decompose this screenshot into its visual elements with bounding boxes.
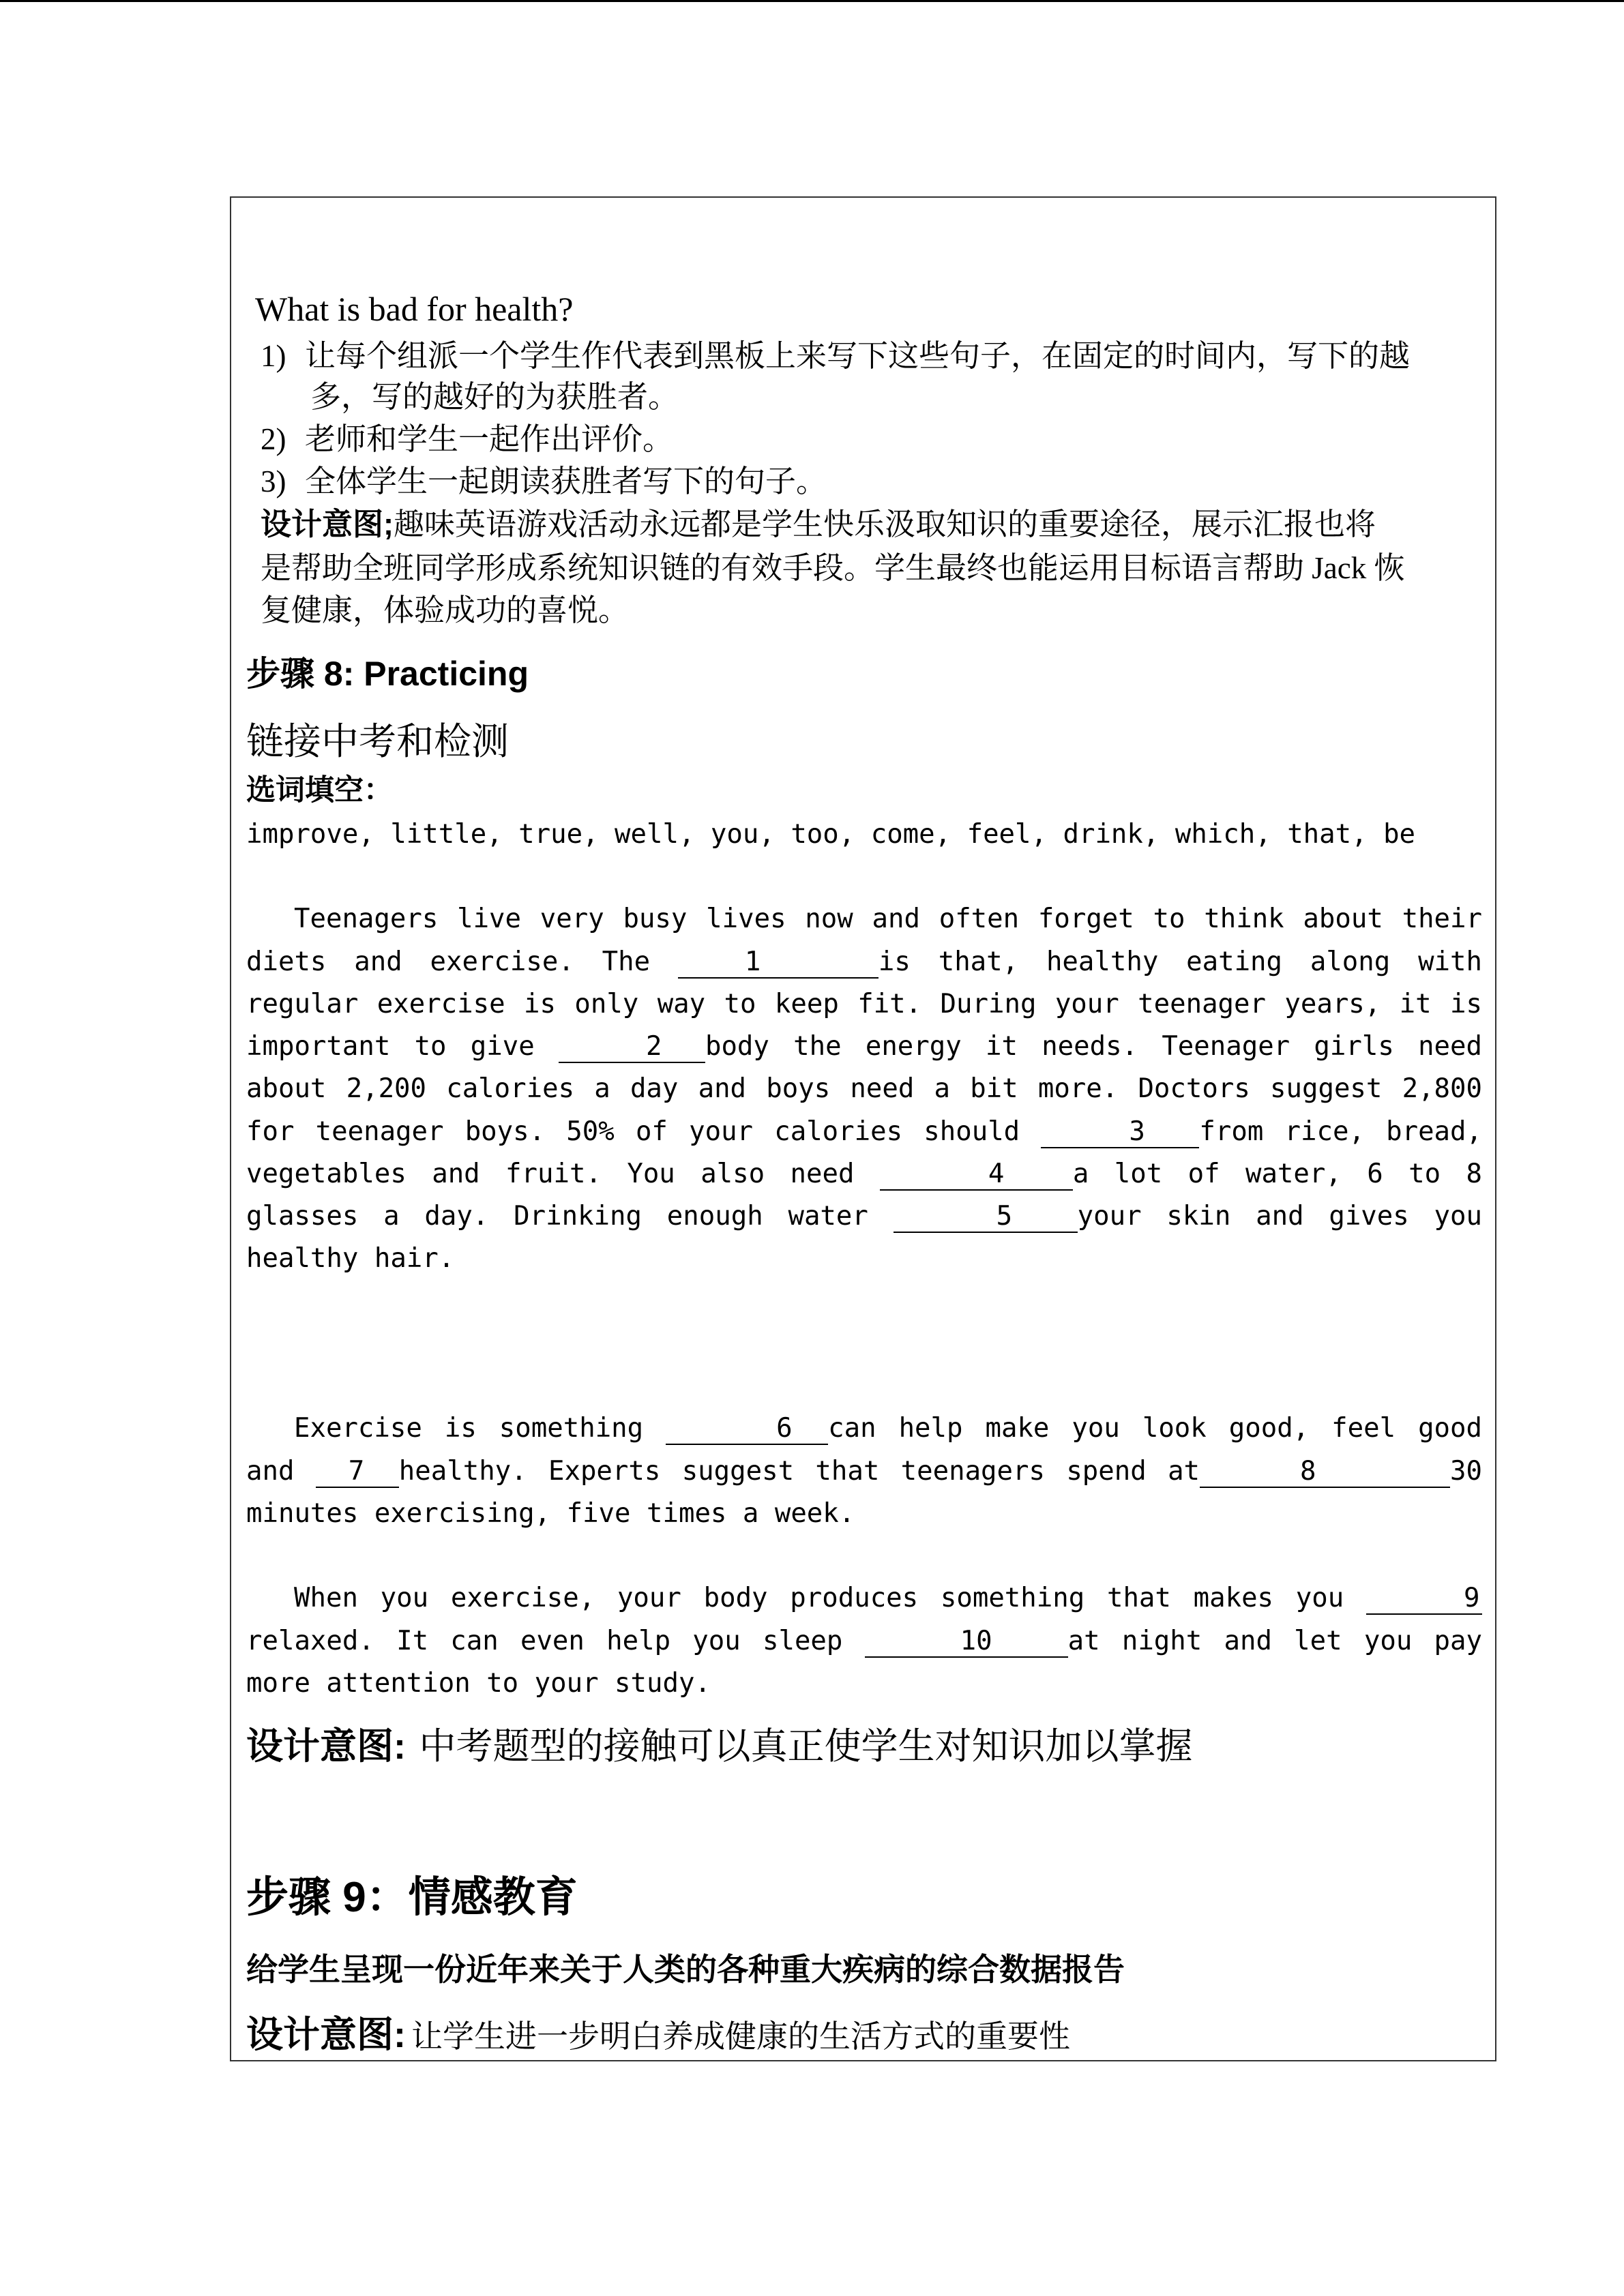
- step9-title: 步骤 9：情感教育: [246, 1874, 578, 1921]
- design-intent-7-line3: 复健康，体验成功的喜悦。: [261, 593, 630, 627]
- passage-line: Teenagers live very busy lives now and often forget to think about their: [294, 904, 1482, 934]
- passage-line: minutes exercising, five times a week.: [246, 1498, 855, 1529]
- step-text-1-line2: 多，写的越好的为获胜者。: [310, 380, 679, 414]
- step-number-1: 1): [261, 339, 286, 373]
- design-intent-label: 设计意图;: [261, 507, 394, 541]
- passage-text: healthy. Experts suggest that teenagers spend at: [398, 1456, 1200, 1487]
- step-number-2: 2): [261, 422, 286, 456]
- passage-line: about 2,200 calories a day and boys need a bit more. Doctors suggest 2,800: [246, 1073, 1482, 1104]
- blank-6: 6: [666, 1414, 828, 1445]
- passage-text: important to give: [246, 1031, 559, 1062]
- passage-text: vegetables and fruit. You also need: [246, 1159, 880, 1189]
- question-heading: What is bad for health?: [255, 290, 574, 328]
- passage-text: Exercise is something: [294, 1413, 666, 1444]
- passage-line: [246, 1026, 1482, 1067]
- passage-text: at night and let you pay: [1067, 1626, 1482, 1656]
- blank-5: 5: [894, 1202, 1078, 1233]
- design-intent-7-line2: 是帮助全班同学形成系统知识链的有效手段。学生最终也能运用目标语言帮助 Jack 恢: [261, 551, 1405, 585]
- passage-text: can help make you look good, feel good: [828, 1413, 1482, 1444]
- passage-text: glasses a day. Drinking enough water: [246, 1201, 894, 1232]
- step-text-1-line1: 让每个组派一个学生作代表到黑板上来写下这些句子，在固定的时间内，写下的越: [305, 339, 1411, 373]
- design-intent-9: [246, 2014, 1070, 2055]
- step-text-2: 老师和学生一起作出评价。: [305, 422, 674, 456]
- step9-text: 给学生呈现一份近年来关于人类的各种重大疾病的综合数据报告: [246, 1952, 1125, 1987]
- passage-text: 30: [1450, 1456, 1483, 1487]
- step8-subtitle: 链接中考和检测: [246, 721, 510, 762]
- passage-text: diets and exercise. The: [246, 946, 678, 977]
- design-intent-label: 设计意图:: [246, 2014, 406, 2055]
- passage-text: and: [246, 1456, 316, 1487]
- blank-2: 2: [559, 1032, 705, 1063]
- step-number-3: 3): [261, 464, 286, 498]
- passage-text: When you exercise, your body produces something that makes you: [294, 1583, 1366, 1613]
- passage-text: for teenager boys. 50% of your calories should: [246, 1116, 1042, 1147]
- passage-line: [246, 1196, 1482, 1237]
- passage-text: from rice, bread,: [1199, 1116, 1482, 1147]
- blank-7: 7: [316, 1457, 399, 1488]
- passage-line: [294, 1408, 1482, 1449]
- step-text-3: 全体学生一起朗读获胜者写下的句子。: [305, 464, 827, 498]
- blank-3: 3: [1041, 1117, 1199, 1148]
- passage-text: your skin and gives you: [1077, 1201, 1482, 1232]
- passage-text: body the energy it needs. Teenager girls need: [705, 1031, 1482, 1062]
- passage-text: relaxed. It can even help you sleep: [246, 1626, 865, 1656]
- design-intent-text: 趣味英语游戏活动永远都是学生快乐汲取知识的重要途径，展示汇报也将: [394, 507, 1376, 541]
- design-intent-7-line1: [261, 504, 1376, 545]
- passage-line: [246, 1112, 1482, 1152]
- page-top-rule: [0, 0, 1624, 2]
- passage-line: [246, 1154, 1482, 1195]
- blank-10: 10: [865, 1626, 1068, 1658]
- blank-9: 9: [1366, 1583, 1482, 1615]
- passage-line: [294, 1578, 1482, 1619]
- word-bank: improve, little, true, well, you, too, come, feel, drink, which, that, be: [246, 819, 1416, 850]
- passage-line: [246, 942, 1482, 983]
- passage-text: a lot of water, 6 to 8: [1072, 1159, 1482, 1189]
- task-label: 选词填空：: [246, 774, 393, 807]
- passage-line: more attention to your study.: [246, 1668, 711, 1699]
- step8-title: 步骤 8: Practicing: [246, 655, 529, 693]
- design-intent-text: 中考题型的接触可以真正使学生对知识加以掌握: [419, 1726, 1193, 1767]
- passage-line: [246, 1451, 1482, 1492]
- blank-4: 4: [880, 1159, 1073, 1191]
- passage-line: healthy hair.: [246, 1243, 455, 1274]
- blank-1: 1: [678, 947, 879, 979]
- passage-line: regular exercise is only way to keep fit. During your teenager years, it is: [246, 989, 1482, 1019]
- design-intent-8: [246, 1726, 1192, 1767]
- blank-8: 8: [1200, 1457, 1450, 1488]
- design-intent-text: 让学生进一步明白养成健康的生活方式的重要性: [411, 2018, 1070, 2054]
- design-intent-label: 设计意图:: [246, 1726, 406, 1767]
- passage-line: [246, 1621, 1482, 1662]
- passage-text: is that, healthy eating along with: [878, 946, 1482, 977]
